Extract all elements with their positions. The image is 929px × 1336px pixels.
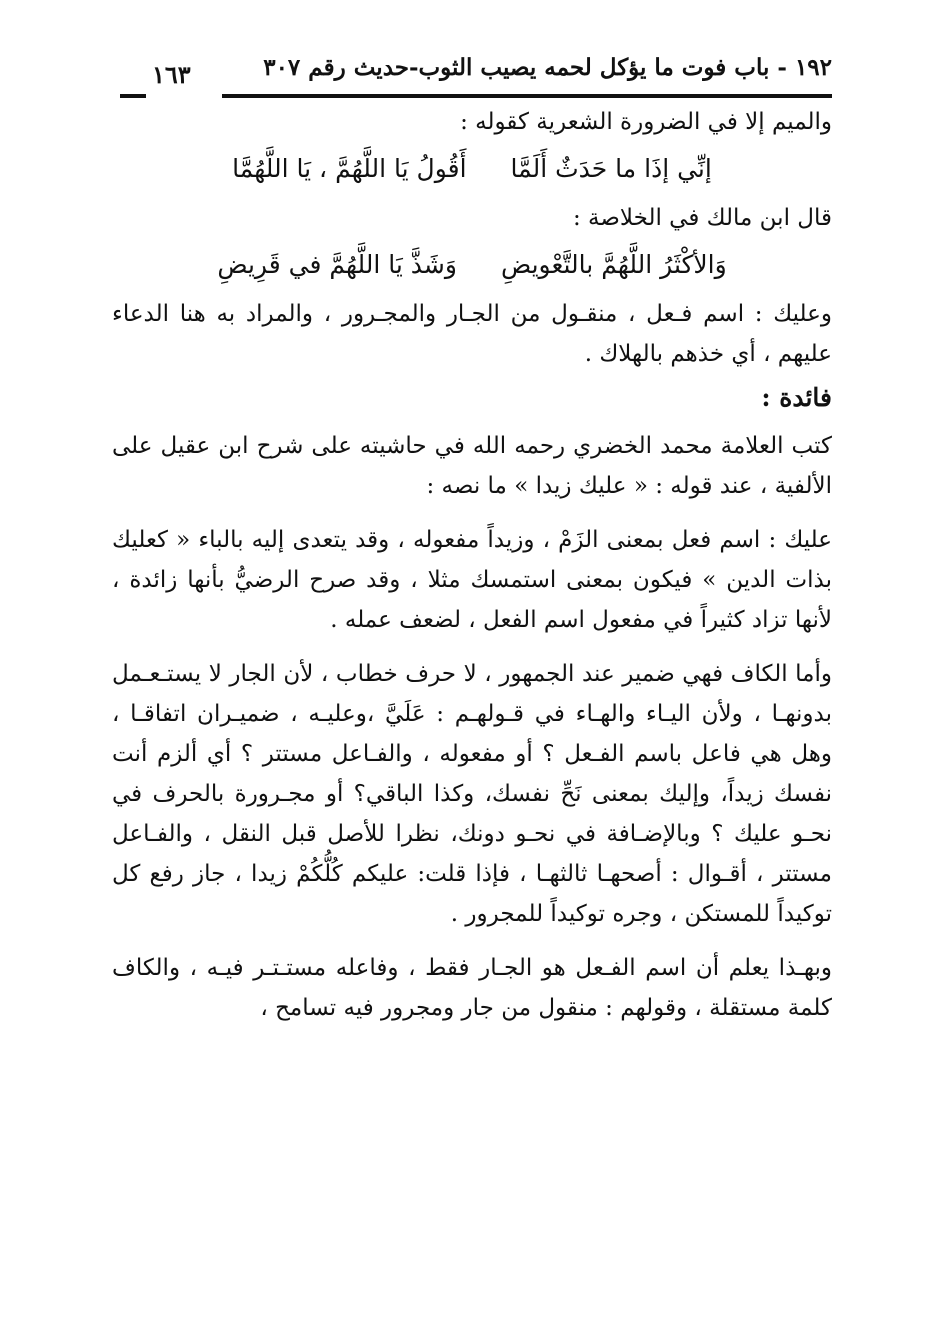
chapter-title: ١٩٢ - باب فوت ما يؤكل لحمه يصيب الثوب-حديث رقم ٣٠٧ [263, 54, 832, 81]
verse1-first-hemistich: إنِّي إذَا ما حَدَثٌ أَلَمَّا [510, 154, 712, 183]
verse2-first-hemistich: وَالأكْثَرُ اللَّهُمَّ بالتَّعْويضِ [500, 250, 727, 279]
page-number: ١٦٣ [152, 60, 191, 89]
quote-paragraph-1: عليك : اسم فعل بمعنى الزَمْ ، وزيداً مفعوله ، وقد يتعدى إليه بالباء « كعليك بذات الدين » فيكون بمعنى استمسك مثلا ، وقد صرح الرضيُّ بأنها زائدة ، لأنها تزاد كثيراً في مفعول اسم الفعل ، لضعف عمله . [112, 527, 832, 633]
running-header [112, 40, 832, 102]
book-page [112, 40, 832, 1336]
faida-heading: فائدة : [761, 383, 832, 412]
ibn-malik-line: قال ابن مالك في الخلاصة : [572, 205, 832, 231]
poetry-verse-2 [112, 242, 832, 288]
poetry-verse-1 [112, 146, 832, 192]
faida-paragraph: كتب العلامة محمد الخضري رحمه الله في حاشيته على شرح ابن عقيل على الألفية ، عند قوله : « عليك زيدا » ما نصه : [112, 433, 832, 499]
page-number-dash [120, 94, 146, 98]
quote-paragraph-2: وأما الكاف فهي ضمير عند الجمهور ، لا حرف خطاب ، لأن الجار لا يستـعـمل بدونهـا ، ولأن اليـاء والهـاء في قـولهـم : عَلَيَّ ،وعليـه ، ضميـران اتفاقـا ، وهل هي فاعل باسم الفـعل ؟ أو مفعوله ، والفـاعل مستتر ؟ أي ألزم أنت نفسك زيداً، وإليك بمعنى نَحِّ نفسك، وكذا الباقي؟ أو مجـرورة بالحرف في نحـو عليك ؟ وبالإضـافة في نحـو دونك، نظرا للأصل قبل النقل ، والفـاعل مستتر ، أقـوال : أصحهـا ثالثهـا ، فإذا قلت: عليكم كُلُّكُمْ زيدا ، جاز رفع كل توكيداً للمستكن ، وجره توكيداً للمجرور . [112, 661, 832, 927]
verse2-second-hemistich: وَشَذَّ يَا اللَّهُمَّ في قَرِيضِ [217, 250, 457, 279]
final-paragraph: وبهـذا يعلم أن اسم الفـعل هو الجـار فقط ، وفاعله مستـتـر فيـه ، والكاف كلمة مستقلة ، وقولهم : منقول من جار ومجرور فيه تسامح ، [112, 955, 832, 1021]
alaykum-paragraph: وعليك : اسم فـعل ، منقـول من الجـار والمجـرور ، والمراد به هنا الدعاء عليهم ، أي خذهم بالهلاك . [112, 301, 832, 367]
intro-line: والميم إلا في الضرورة الشعرية كقوله : [460, 109, 832, 135]
verse1-second-hemistich: أَقُولُ يَا اللَّهُمَّ ، يَا اللَّهُمَّا [232, 154, 467, 183]
header-rule [222, 94, 832, 98]
